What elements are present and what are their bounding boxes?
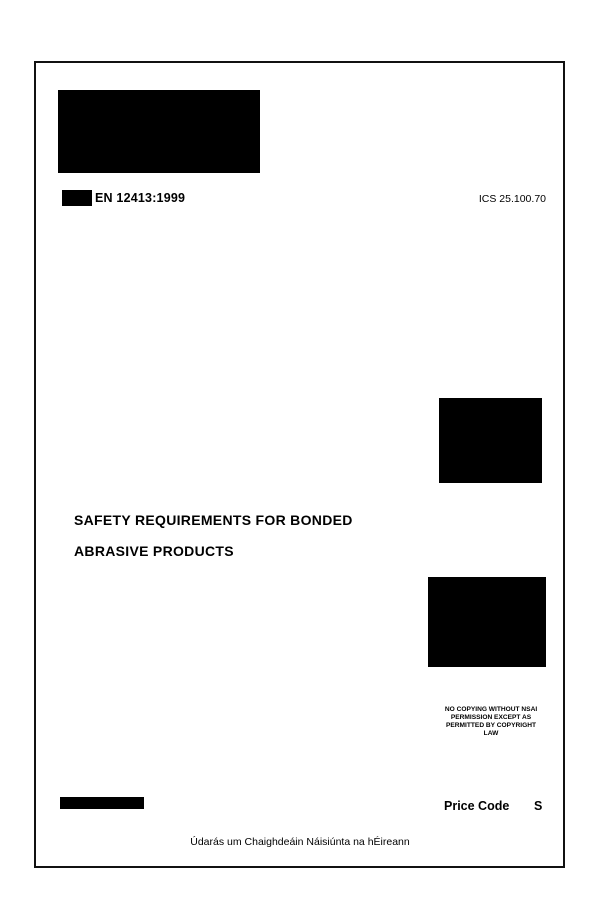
redacted-prefix-block	[62, 190, 92, 206]
redacted-logo-block	[58, 90, 260, 173]
price-code-value: S	[534, 799, 543, 813]
copyright-notice-line-3: PERMITTED BY COPYRIGHT	[445, 722, 536, 729]
price-code-label: Price Code	[444, 799, 510, 813]
document-title-line-2: ABRASIVE PRODUCTS	[74, 543, 234, 559]
copyright-notice-line-1: NO COPYING WITHOUT NSAI	[444, 706, 538, 713]
document-title-line-1: SAFETY REQUIREMENTS FOR BONDED	[74, 512, 353, 528]
agency-name: Údarás um Chaighdeáin Náisiúnta na hÉireann	[190, 836, 410, 848]
standard-number: EN 12413:1999	[95, 191, 186, 205]
copyright-notice	[424, 706, 558, 738]
copyright-notice-line-2: PERMISSION EXCEPT AS	[450, 714, 532, 721]
redacted-footer-block	[60, 797, 144, 809]
redacted-image-block-1	[439, 398, 542, 483]
redacted-image-block-2	[428, 577, 546, 667]
ics-code: ICS 25.100.70	[478, 193, 546, 205]
copyright-notice-line-4: LAW	[483, 730, 499, 737]
